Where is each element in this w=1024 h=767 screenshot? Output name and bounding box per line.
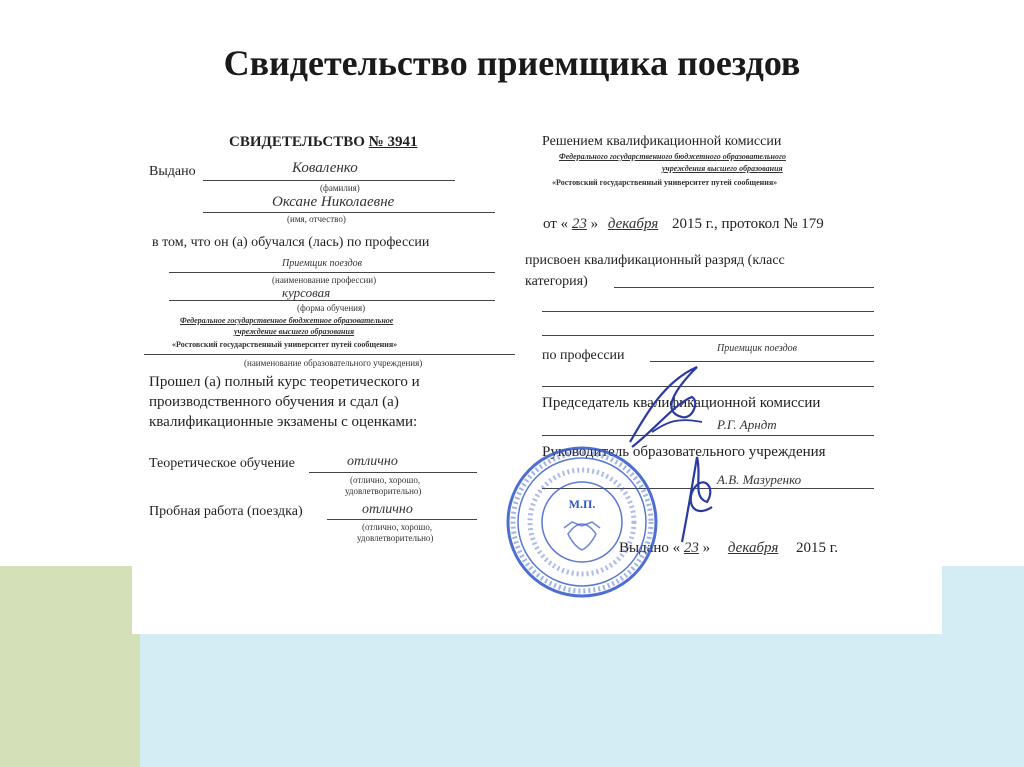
issued-year: 2015 г. xyxy=(796,540,839,556)
right-institution-line-1: Федерального государственного бюджетного образовательного xyxy=(559,152,786,161)
chair-name: Р.Г. Арндт xyxy=(717,417,777,432)
right-profession-label: по профессии xyxy=(542,348,625,363)
profession-line xyxy=(169,272,495,273)
institution-line-2: учреждение высшего образования xyxy=(234,327,355,336)
assigned-line-2: категория) xyxy=(525,274,588,289)
assigned-line-b xyxy=(542,311,874,312)
issued-month: декабря xyxy=(727,540,779,556)
decision-date xyxy=(543,216,824,233)
stamp-mp: М.П. xyxy=(568,497,596,511)
decision-month: декабря xyxy=(607,216,659,232)
institution-caption: (наименование образовательного учреждения) xyxy=(244,358,423,368)
certificate-scan xyxy=(132,122,942,634)
head-signature xyxy=(662,447,722,547)
issued-label: Выдано xyxy=(149,164,196,179)
from-mid: » xyxy=(590,216,599,232)
theory-label: Теоретическое обучение xyxy=(149,456,295,471)
right-institution-line-2: учреждения высшего образования xyxy=(662,164,783,173)
study-form-caption: (форма обучения) xyxy=(297,303,366,313)
course-line-1: Прошел (а) полный курс теоретического и xyxy=(149,374,420,390)
decision-year-protocol: 2015 г., протокол № 179 xyxy=(672,216,824,232)
certificate-heading-prefix: СВИДЕТЕЛЬСТВО xyxy=(229,134,365,150)
chair-label: Председатель квалификационной комиссии xyxy=(542,395,821,411)
trial-grade-line xyxy=(327,519,477,520)
institution-line-3: «Ростовский государственный университет путей сообщения» xyxy=(172,340,398,349)
course-line-3: квалификационные экзамены с оценками: xyxy=(149,414,418,430)
official-stamp xyxy=(502,442,662,602)
chair-signature xyxy=(622,362,712,452)
course-line-2: производственного обучения и сдал (а) xyxy=(149,394,399,410)
trial-label: Пробная работа (поездка) xyxy=(149,504,303,519)
theory-grade-line xyxy=(309,472,477,473)
decision-text: Решением квалификационной комиссии xyxy=(542,134,782,149)
name-line xyxy=(203,212,495,213)
assigned-line-a xyxy=(614,287,874,288)
from-prefix: от « xyxy=(543,216,569,232)
studied-text: в том, что он (а) обучался (лась) по профессии xyxy=(152,235,430,250)
trial-caption-2: удовлетворительно) xyxy=(357,533,434,543)
theory-grade: отлично xyxy=(347,454,398,469)
issued-day: 23 xyxy=(683,540,699,556)
profession-value: Приемщик поездов xyxy=(282,258,362,269)
institution-line-1: Федеральное государственное бюджетное образовательное xyxy=(180,316,394,325)
profession-caption: (наименование профессии) xyxy=(272,275,377,285)
background-band-green xyxy=(0,566,140,767)
issued-prefix: Выдано « xyxy=(619,540,681,556)
study-form-line xyxy=(169,300,495,301)
surname-line xyxy=(203,180,455,181)
decision-day: 23 xyxy=(571,216,587,232)
assigned-line-c xyxy=(542,335,874,336)
slide-title: Свидетельство приемщика поездов xyxy=(223,43,801,83)
theory-caption-2: удовлетворительно) xyxy=(345,486,422,496)
trial-grade: отлично xyxy=(362,502,413,517)
theory-caption-1: (отлично, хорошо, xyxy=(350,475,421,485)
right-institution-line-3: «Ростовский государственный университет путей сообщения» xyxy=(552,178,778,187)
study-form-value: курсовая xyxy=(282,285,331,300)
name-value: Оксане Николаевне xyxy=(272,194,395,210)
head-label: Руководитель образовательного учреждения xyxy=(542,444,826,460)
name-caption: (имя, отчество) xyxy=(287,214,346,224)
head-name: А.В. Мазуренко xyxy=(717,472,802,487)
issued-mid: » xyxy=(702,540,711,556)
surname-value: Коваленко xyxy=(292,160,358,176)
surname-caption: (фамилия) xyxy=(320,183,360,193)
trial-caption-1: (отлично, хорошо, xyxy=(362,522,433,532)
certificate-heading xyxy=(229,134,417,151)
institution-line xyxy=(144,354,515,355)
assigned-line-1: присвоен квалификационный разряд (класс xyxy=(525,253,785,268)
certificate-number: № 3941 xyxy=(368,134,418,150)
right-profession-value: Приемщик поездов xyxy=(717,343,797,354)
